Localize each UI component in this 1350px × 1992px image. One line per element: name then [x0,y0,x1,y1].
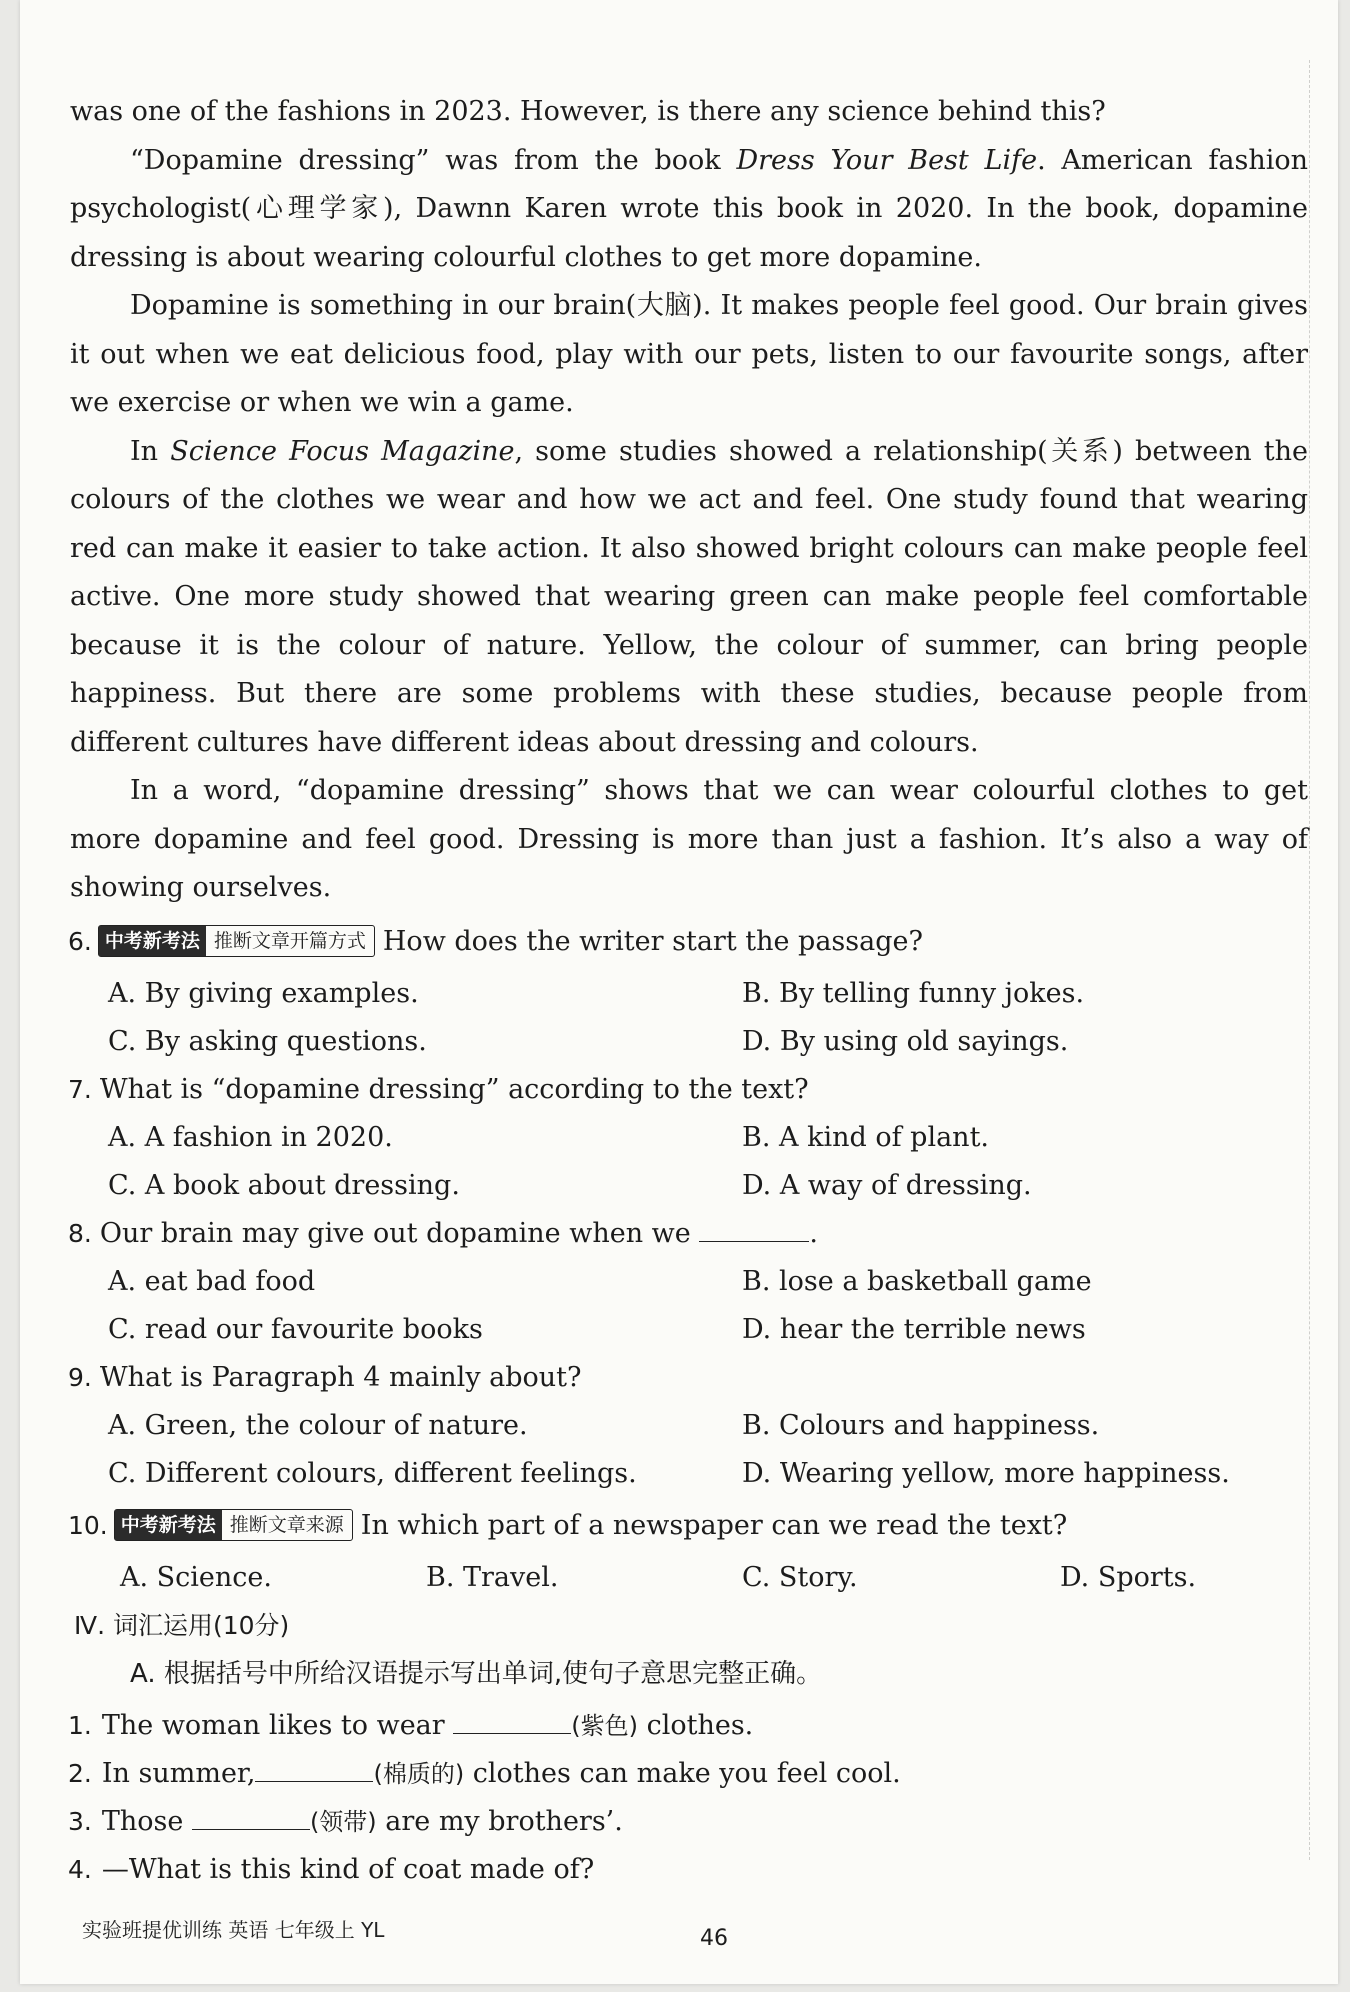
vocab-item-4 [68,1846,1308,1894]
answer-blank[interactable] [255,1755,373,1782]
q6-option-c[interactable]: C. By asking questions. [108,1026,427,1057]
binding-margin-dashes [1309,60,1312,1860]
question-text: In which part of a newspaper can we read the text? [360,1510,1068,1541]
item-number: 2. [68,1759,92,1788]
passage-line-0: was one of the fashions in 2023. However, is there any science behind this? [70,96,1106,127]
section-title: Ⅳ. 词汇运用(10分) [74,1611,290,1640]
q7-option-d[interactable]: D. A way of dressing. [742,1170,1032,1201]
question-10 [68,1502,1308,1550]
item-text-pre: The woman likes to wear [101,1710,454,1741]
item-text-pre: —What is this kind of coat made of? [101,1854,595,1885]
q6-option-a[interactable]: A. By giving examples. [108,978,419,1009]
q6-option-d[interactable]: D. By using old sayings. [742,1026,1069,1057]
question-7 [68,1066,1308,1114]
passage-paragraph-4: In a word, “dopamine dressing” shows that we can wear colourful clothes to get more dopamine and feel good. Dressing is more than just a fashion. It’s also a way of showing ourselves. [70,775,1308,903]
question-text: What is Paragraph 4 mainly about? [99,1362,582,1393]
chinese-hint: (棉质的) [373,1760,465,1788]
question-9 [68,1354,1308,1402]
reading-passage [70,88,1308,913]
item-text-pre: In summer, [101,1758,256,1789]
q8-option-d[interactable]: D. hear the terrible news [742,1314,1086,1345]
question-tag [98,925,375,957]
vocab-item-2 [68,1750,1308,1798]
question-6 [68,918,1308,966]
passage-paragraph-3 [70,428,1308,768]
q8-option-c[interactable]: C. read our favourite books [108,1314,483,1345]
q10-option-a[interactable]: A. Science. [120,1562,272,1593]
book-footer: 实验班提优训练 英语 七年级上 YL [82,1918,385,1942]
item-text-post: are my brothers’. [376,1806,623,1837]
p3-text-b: , some studies showed a relationship(关系) between the colours of the clothes we wear and how we act and feel. One study found that wearing red can make it easier to take action. It also showed bright colours can make people feel active. One more study showed that wearing green can make people feel comfortable because it is the colour of nature. Yellow, the colour of summer, can bring people happiness. But there are some problems with these studies, because people from different cultures have different ideas about dressing and colours. [70,435,1308,758]
question-number: 7. [68,1075,92,1104]
item-text-pre: Those [101,1806,192,1837]
q7-option-b[interactable]: B. A kind of plant. [742,1122,990,1153]
item-number: 1. [68,1711,92,1740]
answer-blank[interactable] [453,1707,571,1734]
question-text: What is “dopamine dressing” according to the text? [99,1074,809,1105]
question-number: 9. [68,1363,92,1392]
q6-option-b[interactable]: B. By telling funny jokes. [742,978,1085,1009]
q10-option-b[interactable]: B. Travel. [426,1562,559,1593]
item-text-post: clothes. [638,1710,754,1741]
p1-text-a: “Dopamine dressing” was from the book [130,144,737,176]
book-title: Dress Your Best Life [736,144,1038,176]
question-number: 10. [68,1511,108,1540]
vocab-item-3 [68,1798,1308,1846]
q8-option-b[interactable]: B. lose a basketball game [742,1266,1092,1297]
question-8 [68,1210,1308,1258]
tag-light-label: 推断文章来源 [229,1513,344,1536]
worksheet-page [20,0,1338,1984]
p3-text-a: In [130,435,171,467]
q7-option-c[interactable]: C. A book about dressing. [108,1170,460,1201]
question-number: 8. [68,1219,92,1248]
tag-light-label: 推断文章开篇方式 [213,929,366,952]
tag-dark-label: 中考新考法 [115,1510,222,1540]
tag-dark-label: 中考新考法 [99,926,206,956]
chinese-hint: (紫色) [571,1712,639,1740]
question-tail: . [809,1218,818,1249]
q10-option-d[interactable]: D. Sports. [1060,1562,1197,1593]
section-instruction: A. 根据括号中所给汉语提示写出单词,使句子意思完整正确。 [130,1659,823,1689]
question-text: Our brain may give out dopamine when we [99,1218,691,1249]
q9-option-a[interactable]: A. Green, the colour of nature. [108,1410,528,1441]
question-tag [114,1509,353,1541]
item-text-post: clothes can make you feel cool. [464,1758,901,1789]
chinese-hint: (领带) [309,1808,377,1836]
answer-blank[interactable] [699,1215,809,1242]
question-number: 6. [68,927,92,956]
vocab-item-1 [68,1702,1308,1750]
answer-blank[interactable] [192,1803,310,1830]
q9-option-d[interactable]: D. Wearing yellow, more happiness. [742,1458,1230,1489]
q9-option-c[interactable]: C. Different colours, different feelings. [108,1458,637,1489]
q8-option-a[interactable]: A. eat bad food [108,1266,316,1297]
p1-text-b: . American fashion psychologist(心理学家), Dawnn Karen wrote this book in 2020. In the book, dopamine dressing is about wearing colourful clothes to get more dopamine. [70,144,1309,273]
q9-option-b[interactable]: B. Colours and happiness. [742,1410,1100,1441]
question-text: How does the writer start the passage? [382,926,923,957]
magazine-title: Science Focus Magazine [170,435,515,467]
q7-option-a[interactable]: A. A fashion in 2020. [108,1122,393,1153]
passage-paragraph-1 [70,137,1308,283]
passage-paragraph-2: Dopamine is something in our brain(大脑). It makes people feel good. Our brain gives it out when we eat delicious food, play with our pets, listen to our favourite songs, after we exercise or when we win a game. [70,290,1308,418]
item-number: 4. [68,1855,92,1884]
page-number: 46 [700,1926,728,1951]
q10-option-c[interactable]: C. Story. [742,1562,858,1593]
item-number: 3. [68,1807,92,1836]
